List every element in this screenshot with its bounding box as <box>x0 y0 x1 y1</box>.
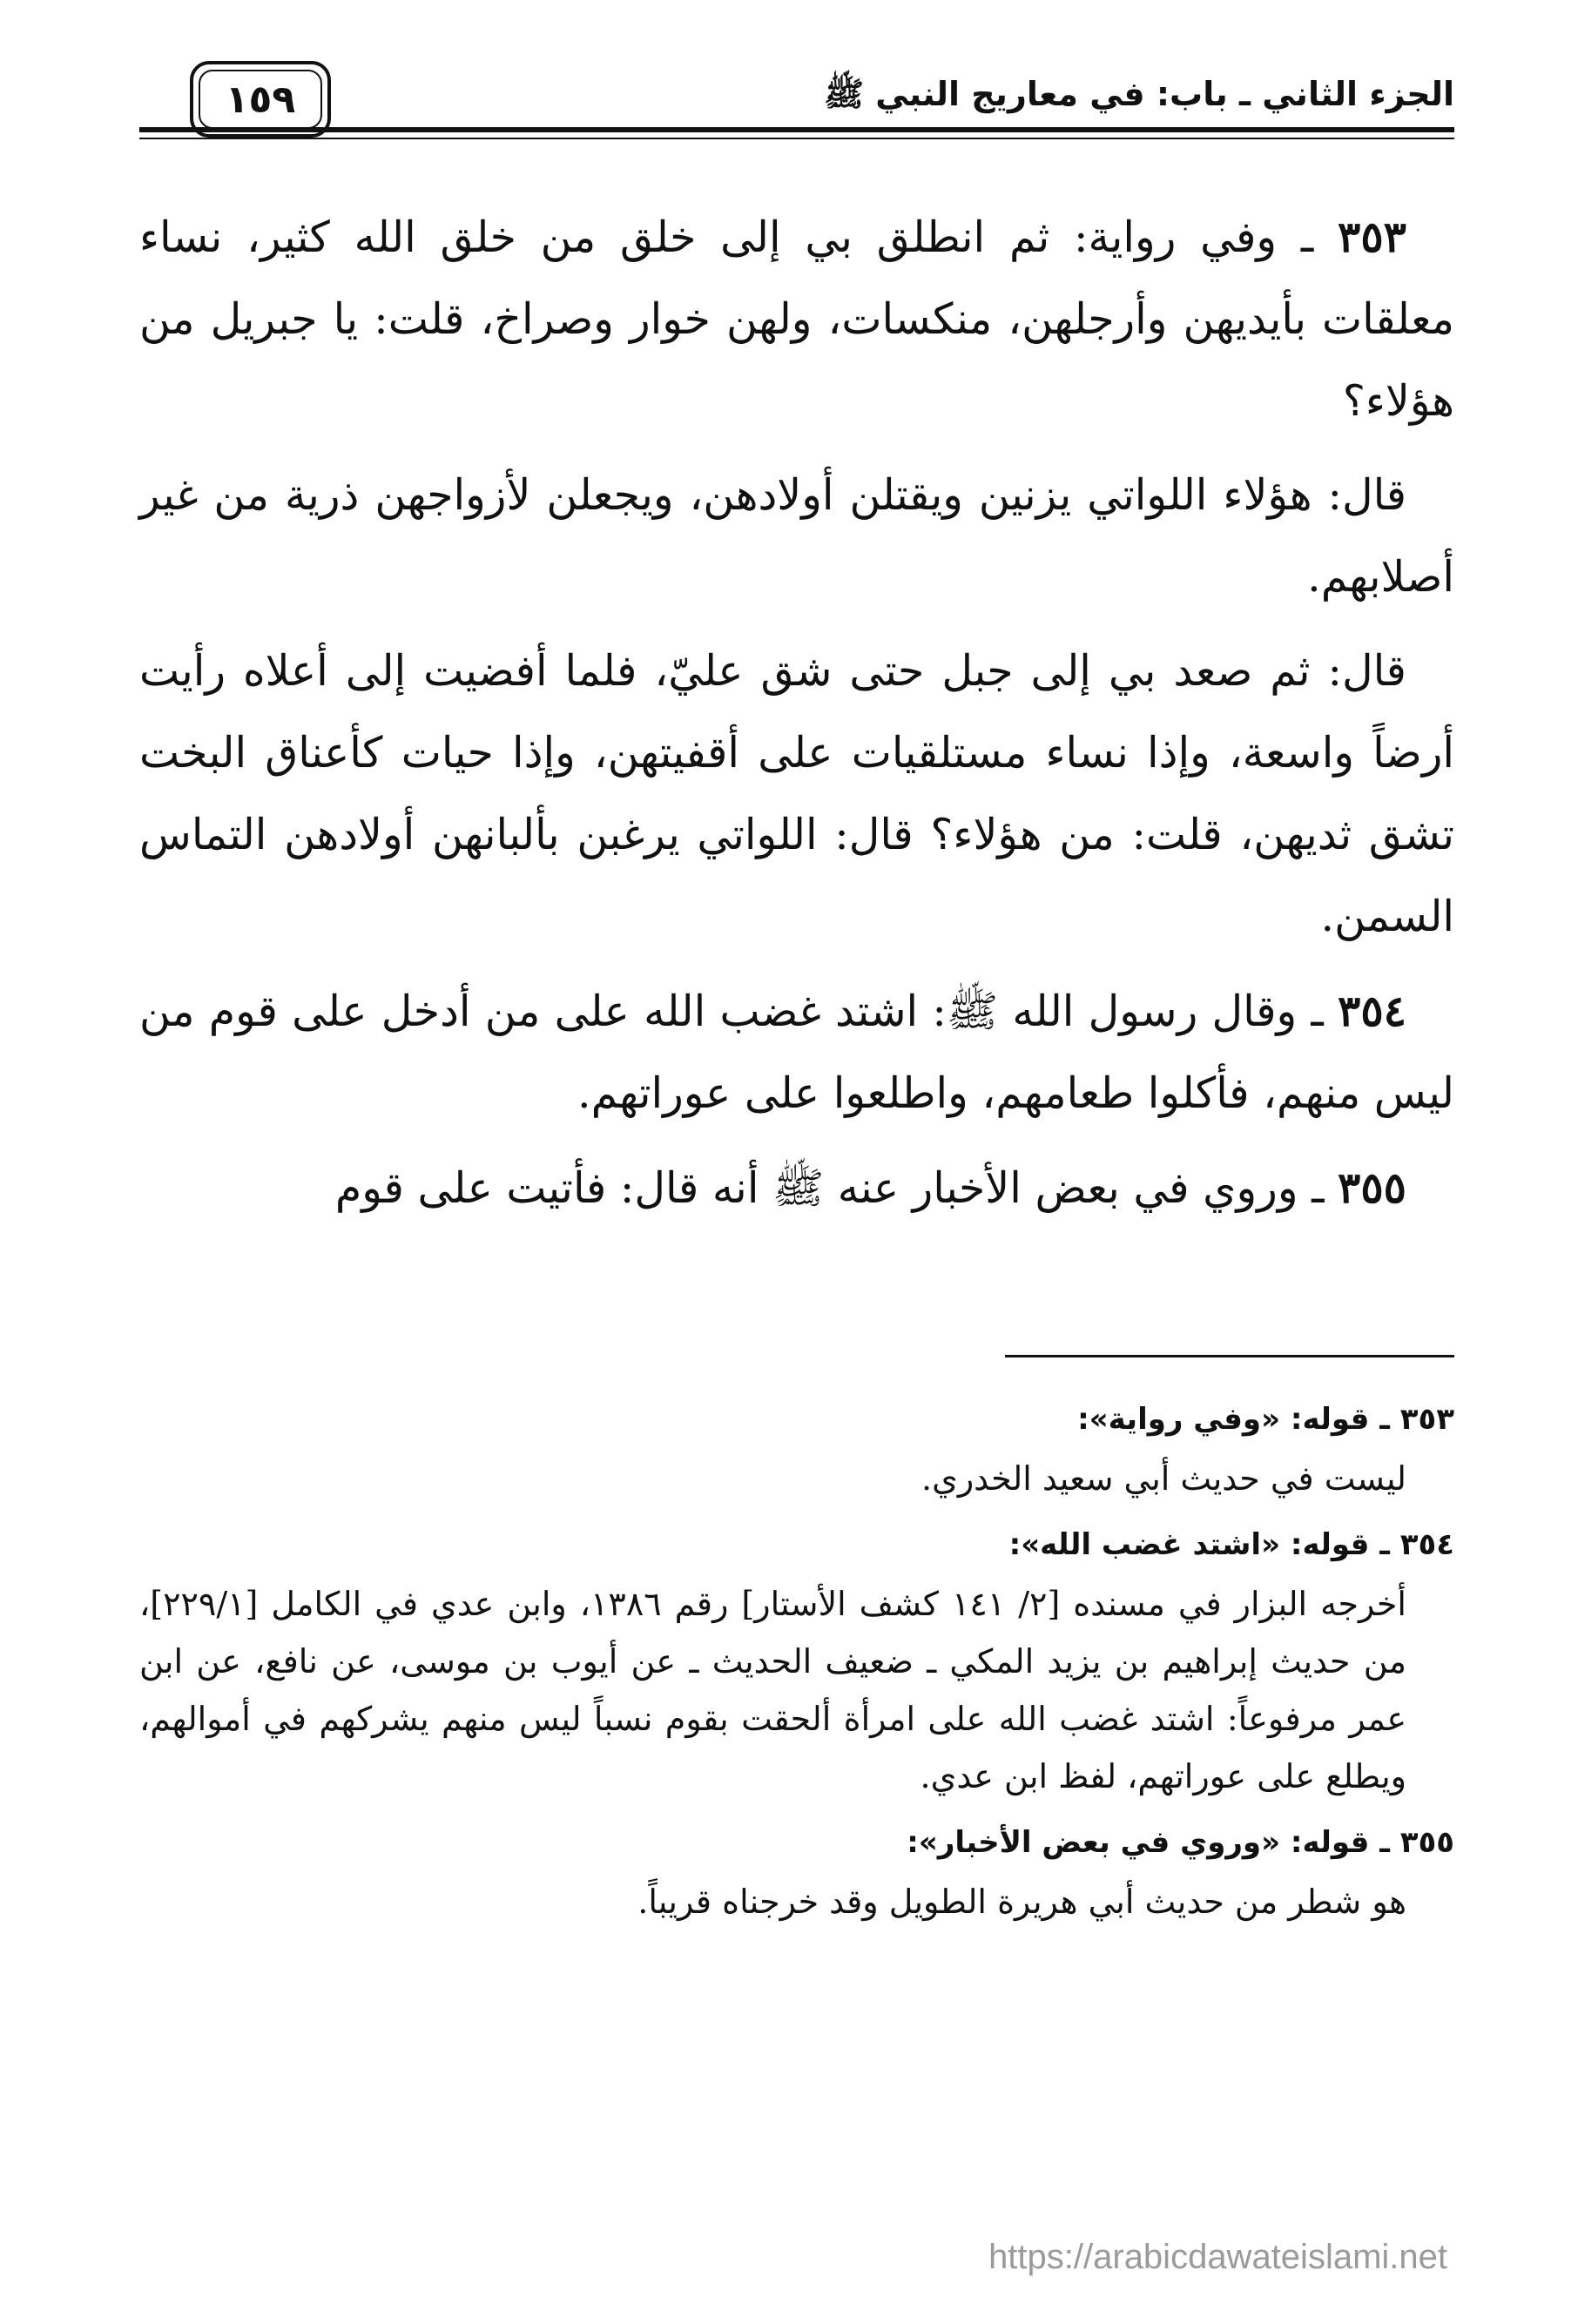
header-rule-thin <box>139 138 1454 139</box>
paragraph-353-answer: قال: هؤلاء اللواتي يزنين ويقتلن أولادهن، ويجعلن لأزواجهن ذرية من غير أصلابهم. <box>139 470 1454 602</box>
running-title: الجزء الثاني ـ باب: في معاريج النبي ﷺ <box>824 75 1454 113</box>
page-number-frame <box>190 61 331 138</box>
paragraph-text: ـ وقال رسول الله ﷺ: اشتد غضب الله على من أدخل على قوم من ليس منهم، فأكلوا طعامهم، واطلعوا على عوراتهم. <box>139 987 1454 1118</box>
paragraph-text: ـ وروي في بعض الأخبار عنه ﷺ أنه قال: فأتيت على قوم <box>334 1163 1339 1213</box>
footnote-heading-355: ٣٥٥ ـ قوله: «وروي في بعض الأخبار»: <box>907 1825 1454 1860</box>
main-text <box>139 196 1454 1242</box>
paragraph-text: ـ وفي رواية: ثم انطلق بي إلى خلق من خلق الله كثير، نساء معلقات بأيديهن وأرجلهن، منكسات، ولهن خوار وصراخ، قلت: يا جبريل من هؤلاء؟ <box>139 212 1454 426</box>
footnote-heading-353: ٣٥٣ ـ قوله: «وفي رواية»: <box>1077 1402 1454 1437</box>
footnote-heading-354: ٣٥٤ ـ قوله: «اشتد غضب الله»: <box>1008 1527 1454 1562</box>
paragraph-355 <box>139 1147 1454 1229</box>
page-header <box>139 61 1454 157</box>
paragraph-353 <box>139 196 1454 442</box>
page-number: ١٥٩ <box>225 77 296 122</box>
footnote-body-353: ليست في حديث أبي سعيد الخدري. <box>921 1459 1406 1498</box>
paragraph-354 <box>139 970 1454 1135</box>
footnote-separator <box>1005 1355 1454 1357</box>
footnote-body-354: أخرجه البزار في مسنده [٢/ ١٤١ كشف الأستار] رقم ١٣٨٦، وابن عدي في الكامل [٢٢٩/١]، من حديث إبراهيم بن يزيد المكي ـ ضعيف الحديث ـ عن أيوب بن موسى، عن نافع، عن ابن عمر مرفوعاً: اشتد غضب الله على امرأة ألحقت بقوم نسباً ليس منهم يشركهم في أموالهم، ويطلع على عوراتهم، لفظ ابن عدي. <box>139 1585 1406 1795</box>
footnotes <box>139 1389 1454 1937</box>
hadith-number: ٣٥٤ <box>1338 986 1406 1036</box>
footnote-body-355: هو شطر من حديث أبي هريرة الطويل وقد خرجناه قريباً. <box>637 1883 1406 1921</box>
hadith-number: ٣٥٣ <box>1338 212 1406 262</box>
paragraph-353-continued: قال: ثم صعد بي إلى جبل حتى شق عليّ، فلما أفضيت إلى أعلاه رأيت أرضاً واسعة، وإذا نساء مستلقيات على أقفيتهن، وإذا حيات كأعناق البخت تشق ثديهن، قلت: من هؤلاء؟ قال: اللواتي يرغبن بألبانهن أولادهن التماس السمن. <box>139 646 1454 941</box>
header-rule-thick <box>139 127 1454 132</box>
hadith-number: ٣٥٥ <box>1338 1162 1406 1213</box>
watermark-url: https://arabicdawateislami.net <box>988 2238 1447 2276</box>
